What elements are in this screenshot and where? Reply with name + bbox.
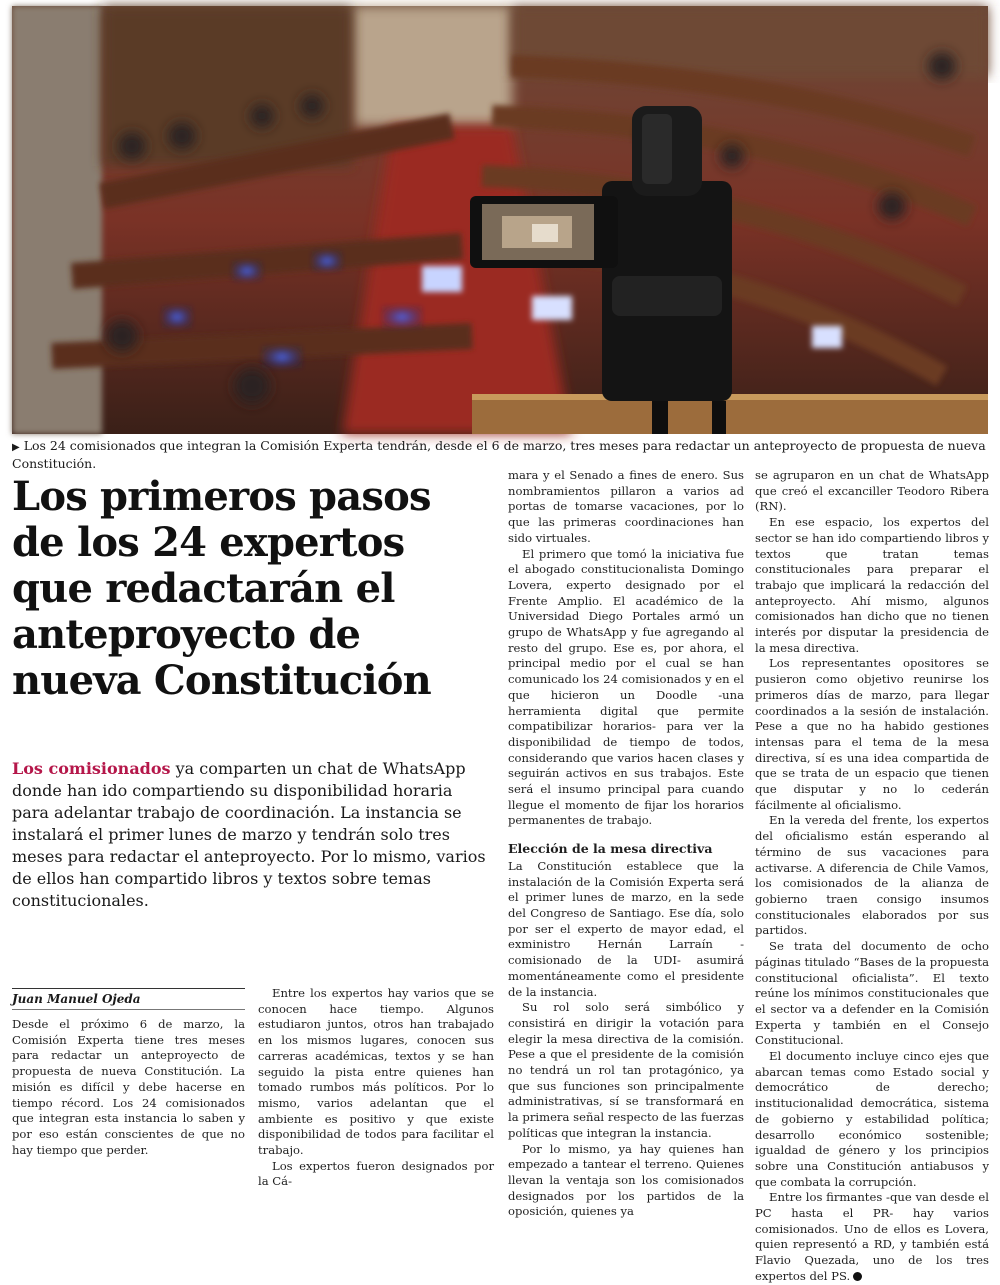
caption-arrow-icon: ▶ bbox=[12, 442, 20, 453]
photo-caption bbox=[12, 438, 988, 472]
body-paragraph-last bbox=[755, 1190, 989, 1284]
body-paragraph: El documento incluye cinco ejes que abarcan temas como Estado social y democrático de derecho; institucionalidad democrática, sistema de gobierno y estabilidad política; desarrollo económico sostenible; igualdad de género y los principios sobre una Constitución antiabusos y que combata la corrupción. bbox=[755, 1049, 989, 1189]
article-photo bbox=[12, 6, 988, 434]
body-paragraph-text: Entre los firmantes -que van desde el PC hasta el PR- hay varios comisionados. Uno de ellos es Lovera, quien representó a RD, y también está Flavio Quezada, uno de los tres expertos del PS. bbox=[755, 1190, 989, 1283]
body-paragraph: mara y el Senado a fines de enero. Sus nombramientos pillaron a varios ad portas de tomarse vacaciones, por lo que las primeras coordinaciones han sido virtuales. bbox=[508, 468, 744, 545]
body-column-2 bbox=[258, 986, 494, 1190]
body-paragraph: En la vereda del frente, los expertos del oficialismo están esperando al término de sus vacaciones para activarse. A diferencia de Chile Vamos, los comisionados de la alianza de gobierno traen consigo insumos constitucionales elaborados por sus partidos. bbox=[755, 813, 989, 938]
body-paragraph: se agruparon en un chat de WhatsApp que creó el excanciller Teodoro Ribera (RN). bbox=[755, 468, 989, 514]
end-mark-icon bbox=[853, 1272, 862, 1281]
body-paragraph: El primero que tomó la iniciativa fue el abogado constitucionalista Domingo Lovera, experto designado por el Frente Amplio. El académico de la Universidad Diego Portales armó un grupo de WhatsApp y fue agregando al resto del grupo. Ese es, por ahora, el principal medio por el cual se han comunicado los 24 comisionados y en el que hicieron un Doodle -una herramienta digital que permite compatibilizar horarios- para ver la disponibilidad de tiempo de todos, considerando que varios hacen clases y seguirán activos en sus trabajos. Este será el insumo principal para cuando llegue el momento de fijar los horarios permanentes de trabajo. bbox=[508, 546, 744, 828]
body-paragraph: Los expertos fueron designados por la Cá- bbox=[258, 1158, 494, 1189]
byline-box bbox=[12, 988, 245, 1010]
body-column-1 bbox=[12, 1017, 245, 1158]
photo-caption-text: Los 24 comisionados que integran la Comisión Experta tendrán, desde el 6 de marzo, tres meses para redactar un anteproyecto de propuesta de nueva Constitución. bbox=[12, 438, 986, 471]
lead-text: ya comparten un chat de WhatsApp donde han ido compartiendo su disponibilidad horaria para adelantar trabajo de coordinación. La instancia se instalará el primer lunes de marzo y tendrán solo tres meses para redactar el anteproyecto. Por lo mismo, varios de ellos han compartido libros y textos sobre temas constitucionales. bbox=[12, 759, 486, 910]
chamber-camera-photo bbox=[12, 6, 988, 434]
body-paragraph: Por lo mismo, ya hay quienes han empezado a tantear el terreno. Quienes llevan la ventaja son los comisionados designados por los partidos de la oposición, quienes ya bbox=[508, 1141, 744, 1219]
body-column-3 bbox=[508, 468, 744, 1220]
byline: Juan Manuel Ojeda bbox=[12, 992, 141, 1006]
body-paragraph: Desde el próximo 6 de marzo, la Comisión Experta tiene tres meses para redactar un anteproyecto de propuesta de nueva Constitución. La misión es difícil y debe hacerse en tiempo récord. Los 24 comisionados que integran esta instancia lo saben y por eso están conscientes de que no hay tiempo que perder. bbox=[12, 1017, 245, 1157]
lead-paragraph bbox=[12, 758, 488, 912]
body-column-4 bbox=[755, 468, 989, 1285]
body-paragraph: Los representantes opositores se pusieron como objetivo reunirse los primeros días de marzo, para llegar coordinados a la sesión de instalación. Pese a que no ha habido gestiones intensas para el tema de la mesa directiva, sí es una idea compartida de que se trata de un espacio que tienen que disputar y no lo cederán fácilmente al oficialismo. bbox=[755, 656, 989, 812]
body-paragraph: En ese espacio, los expertos del sector se han ido compartiendo libros y textos que tratan temas constitucionales para preparar el trabajo que implicará la redacción del anteproyecto. Ahí mismo, algunos comisionados han dicho que no tienen interés por disputar la presidencia de la mesa directiva. bbox=[755, 515, 989, 655]
body-paragraph: Entre los expertos hay varios que se conocen hace tiempo. Algunos estudiaron juntos, otros han trabajado en los mismos lugares, conocen sus carreras académicas, textos y se han seguido la pista entre quienes han tomado rumbos más políticos. Por lo mismo, varios adelantan que el ambiente es positivo y que existe disponibilidad de todos para facilitar el trabajo. bbox=[258, 986, 494, 1158]
headline: Los primeros pasos de los 24 expertos que redactarán el anteproyecto de nueva Constitución bbox=[12, 473, 431, 704]
body-paragraph: Su rol solo será simbólico y consistirá en dirigir la votación para elegir la mesa directiva de la comisión. Pese a que el presidente de la comisión no tendrá un rol tan protagónico, ya que sus funciones son principalmente administrativas, sí se transformará en la primera señal respecto de las fuerzas políticas que integran la instancia. bbox=[508, 1000, 744, 1140]
body-paragraph: La Constitución establece que la instalación de la Comisión Experta será el primer lunes de marzo, en la sede del Congreso de Santiago. Ese día, solo por ser el experto de mayor edad, el exministro Hernán Larraín -comisionado de la UDI- asumirá momentáneamente como el presidente de la instancia. bbox=[508, 858, 744, 999]
lead-kicker: Los comisionados bbox=[12, 759, 171, 778]
subheading: Elección de la mesa directiva bbox=[508, 841, 713, 857]
body-paragraph: Se trata del documento de ocho páginas titulado “Bases de la propuesta constitucional oficialista”. El texto reúne los mínimos constitucionales que el sector va a defender en la Comisión Experta y también en el Consejo Constitucional. bbox=[755, 939, 989, 1048]
